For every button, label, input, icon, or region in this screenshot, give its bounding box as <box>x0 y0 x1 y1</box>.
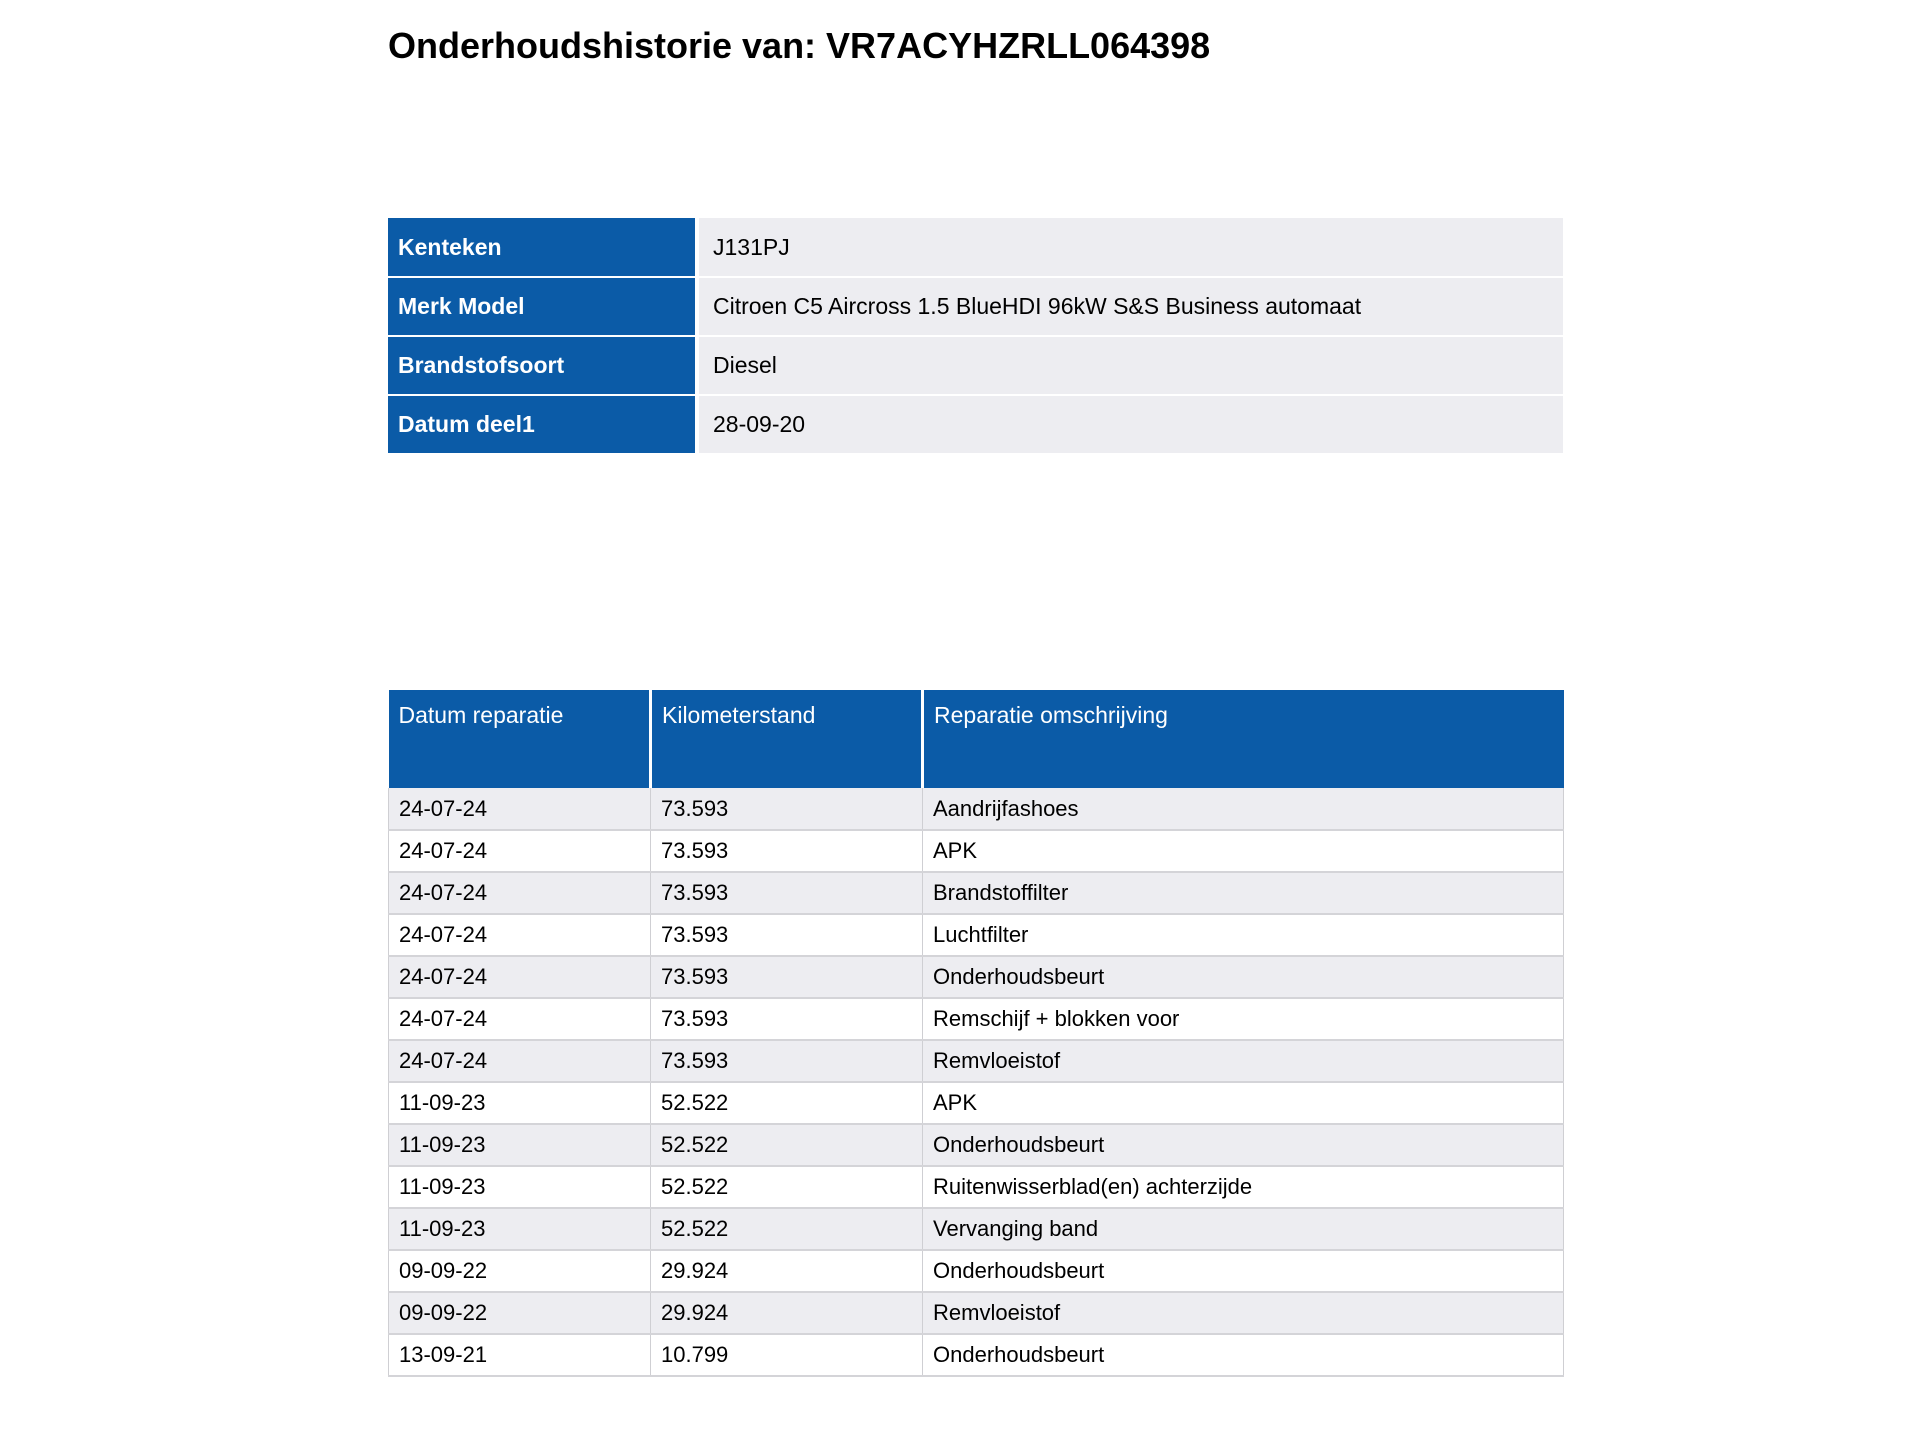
repair-description-cell: Vervanging band <box>923 1208 1564 1250</box>
table-row <box>389 1292 1564 1334</box>
info-label: Brandstofsoort <box>388 336 697 395</box>
repair-description-cell: Onderhoudsbeurt <box>923 1250 1564 1292</box>
odometer-cell: 52.522 <box>651 1124 923 1166</box>
odometer-cell: 73.593 <box>651 998 923 1040</box>
info-row <box>388 218 1563 277</box>
maintenance-history-table <box>388 690 1564 1377</box>
repair-date-cell: 24-07-24 <box>389 788 651 830</box>
info-label: Datum deel1 <box>388 395 697 454</box>
repair-description-cell: APK <box>923 830 1564 872</box>
info-row <box>388 277 1563 336</box>
table-row <box>389 1208 1564 1250</box>
odometer-cell: 29.924 <box>651 1250 923 1292</box>
table-row <box>389 1040 1564 1082</box>
page-title: Onderhoudshistorie van: VR7ACYHZRLL064398 <box>388 25 1211 66</box>
table-row <box>389 1166 1564 1208</box>
repair-date-cell: 13-09-21 <box>389 1334 651 1376</box>
odometer-cell: 73.593 <box>651 830 923 872</box>
repair-description-cell: Onderhoudsbeurt <box>923 1334 1564 1376</box>
repair-date-cell: 24-07-24 <box>389 998 651 1040</box>
repair-description-cell: Remvloeistof <box>923 1292 1564 1334</box>
odometer-cell: 73.593 <box>651 872 923 914</box>
table-row <box>389 1250 1564 1292</box>
repair-date-cell: 24-07-24 <box>389 914 651 956</box>
odometer-cell: 29.924 <box>651 1292 923 1334</box>
repair-date-cell: 24-07-24 <box>389 1040 651 1082</box>
vehicle-info-table <box>388 218 1563 455</box>
repair-description-cell: Brandstoffilter <box>923 872 1564 914</box>
history-header-row <box>389 690 1564 788</box>
info-value: Diesel <box>697 336 1563 395</box>
table-row <box>389 914 1564 956</box>
table-row <box>389 872 1564 914</box>
odometer-cell: 73.593 <box>651 914 923 956</box>
column-header-kilometerstand: Kilometerstand <box>651 690 923 788</box>
repair-description-cell: APK <box>923 1082 1564 1124</box>
info-value: J131PJ <box>697 218 1563 277</box>
repair-date-cell: 11-09-23 <box>389 1082 651 1124</box>
table-row <box>389 788 1564 830</box>
repair-date-cell: 24-07-24 <box>389 830 651 872</box>
info-label: Kenteken <box>388 218 697 277</box>
column-header-datum-reparatie: Datum reparatie <box>389 690 651 788</box>
vehicle-info-body <box>388 218 1563 454</box>
repair-description-cell: Onderhoudsbeurt <box>923 1124 1564 1166</box>
table-row <box>389 998 1564 1040</box>
repair-date-cell: 11-09-23 <box>389 1124 651 1166</box>
odometer-cell: 73.593 <box>651 956 923 998</box>
info-row <box>388 395 1563 454</box>
table-row <box>389 1124 1564 1166</box>
table-row <box>389 1334 1564 1376</box>
table-row <box>389 956 1564 998</box>
repair-description-cell: Aandrijfashoes <box>923 788 1564 830</box>
repair-description-cell: Ruitenwisserblad(en) achterzijde <box>923 1166 1564 1208</box>
info-value: 28-09-20 <box>697 395 1563 454</box>
table-row <box>389 830 1564 872</box>
history-header <box>389 690 1564 788</box>
repair-date-cell: 11-09-23 <box>389 1208 651 1250</box>
info-label: Merk Model <box>388 277 697 336</box>
table-row <box>389 1082 1564 1124</box>
history-body <box>389 788 1564 1376</box>
info-row <box>388 336 1563 395</box>
info-value: Citroen C5 Aircross 1.5 BlueHDI 96kW S&S Business automaat <box>697 277 1563 336</box>
repair-description-cell: Remvloeistof <box>923 1040 1564 1082</box>
repair-description-cell: Luchtfilter <box>923 914 1564 956</box>
odometer-cell: 73.593 <box>651 788 923 830</box>
odometer-cell: 73.593 <box>651 1040 923 1082</box>
odometer-cell: 10.799 <box>651 1334 923 1376</box>
column-header-reparatie-omschrijving: Reparatie omschrijving <box>923 690 1564 788</box>
repair-description-cell: Remschijf + blokken voor <box>923 998 1564 1040</box>
repair-date-cell: 24-07-24 <box>389 872 651 914</box>
repair-date-cell: 09-09-22 <box>389 1250 651 1292</box>
repair-date-cell: 24-07-24 <box>389 956 651 998</box>
repair-date-cell: 11-09-23 <box>389 1166 651 1208</box>
odometer-cell: 52.522 <box>651 1082 923 1124</box>
repair-date-cell: 09-09-22 <box>389 1292 651 1334</box>
repair-description-cell: Onderhoudsbeurt <box>923 956 1564 998</box>
odometer-cell: 52.522 <box>651 1166 923 1208</box>
odometer-cell: 52.522 <box>651 1208 923 1250</box>
